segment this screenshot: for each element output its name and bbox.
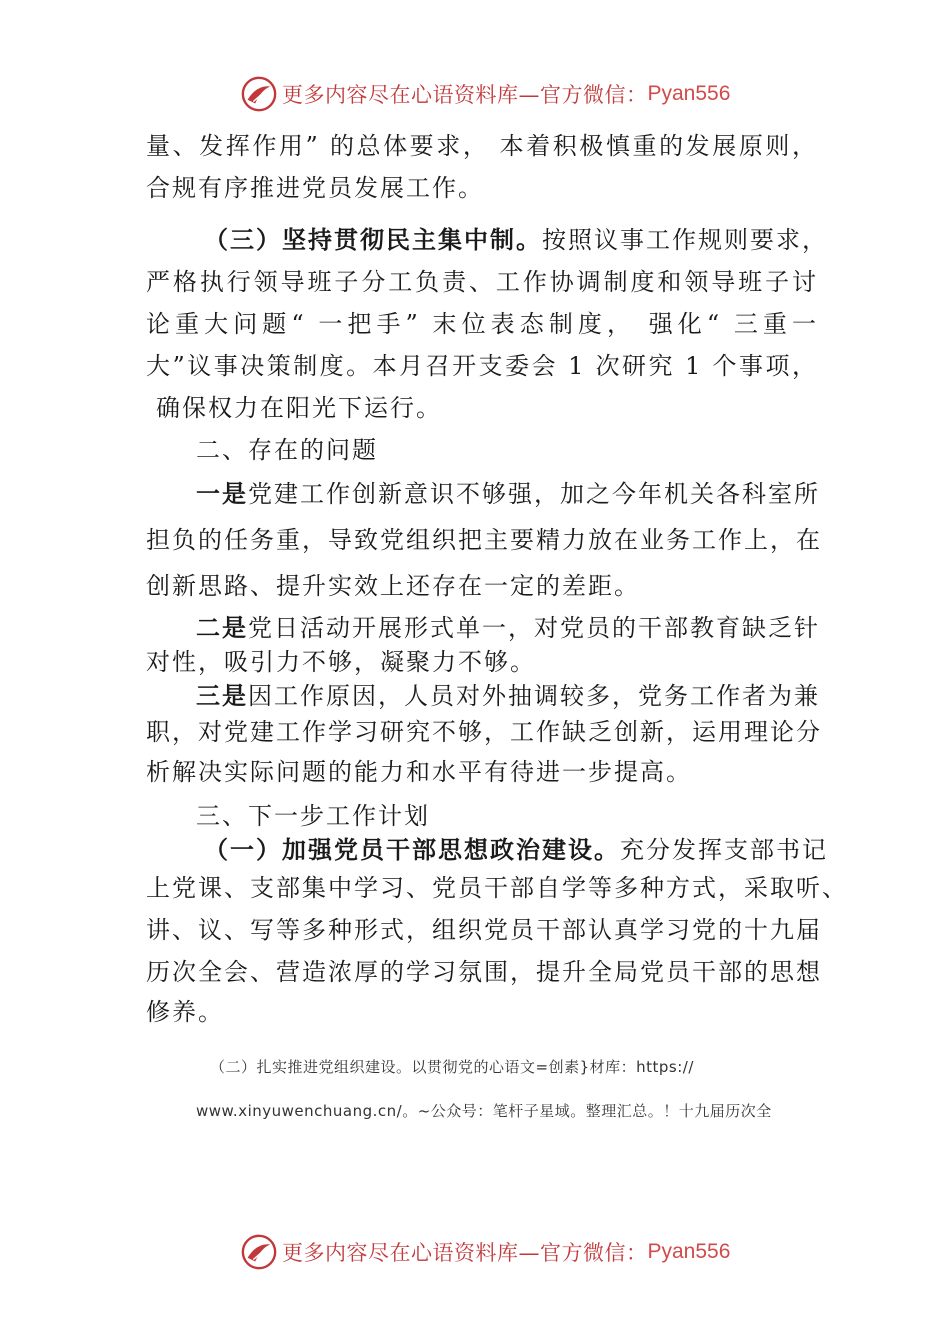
footnote-line: www.xinyuwenchuang.cn/。~公众号：笔杆子星域。整理汇总。！十九届历次全 — [196, 1102, 772, 1120]
text-line: 论重大问题“ 一把手” 末位表态制度， 强化“ 三重一 — [146, 310, 818, 338]
section-heading-plan: 三、下一步工作计划 — [196, 802, 430, 830]
lead-word: 三是 — [196, 682, 248, 710]
text-line: 严格执行领导班子分工负责、工作协调制度和领导班子讨 — [146, 268, 818, 296]
text-line: 修养。 — [146, 998, 224, 1026]
text-line: 职，对党建工作学习研究不够，工作缺乏创新，运用理论分 — [146, 718, 822, 746]
section-heading: （一）加强党员干部思想政治建设。 — [204, 836, 620, 864]
watermark-footer — [240, 1230, 760, 1274]
section-1-heading-line — [204, 834, 828, 866]
text-line: 担负的任务重，导致党组织把主要精力放在业务工作上，在 — [146, 526, 822, 554]
text-span: 充分发挥支部书记 — [620, 836, 828, 864]
section-heading-problems: 二、存在的问题 — [196, 436, 378, 464]
paragraph-line — [196, 478, 820, 510]
lead-word: 二是 — [196, 614, 248, 642]
brand-logo-icon — [240, 1233, 278, 1271]
paragraph-line — [196, 612, 820, 644]
text-line: 合规有序推进党员发展工作。 — [146, 174, 484, 202]
text-span: 党日活动开展形式单一，对党员的干部教育缺乏针 — [248, 614, 820, 642]
text-span: 按照议事工作规则要求， — [542, 226, 828, 254]
text-line: 析解决实际问题的能力和水平有待进一步提高。 — [146, 758, 692, 786]
text-line: 上党课、支部集中学习、党员干部自学等多种方式，采取听、 — [146, 874, 848, 902]
watermark-wechat-id: Pyan556 — [647, 1240, 731, 1263]
text-span: 党建工作创新意识不够强，加之今年机关各科室所 — [248, 480, 820, 508]
text-line: 创新思路、提升实效上还存在一定的差距。 — [146, 572, 640, 600]
watermark-text: 更多内容尽在心语资料库—官方微信： — [282, 83, 648, 107]
watermark-header — [240, 72, 760, 116]
text-line: 确保权力在阳光下运行。 — [156, 394, 442, 422]
text-line: 历次全会、营造浓厚的学习氛围，提升全局党员干部的思想 — [146, 958, 822, 986]
paragraph-line — [196, 680, 820, 712]
footnote-line: （二）扎实推进党组织建设。以贯彻党的心语文=创素}材库：https:// — [210, 1058, 694, 1076]
text-span: 因工作原因，人员对外抽调较多，党务工作者为兼 — [248, 682, 820, 710]
text-line: 量、发挥作用” 的总体要求， 本着积极慎重的发展原则， — [146, 132, 818, 160]
text-line: 大”议事决策制度。本月召开支委会 1 次研究 1 个事项， — [146, 352, 818, 380]
watermark-text: 更多内容尽在心语资料库—官方微信： — [282, 1241, 648, 1265]
section-3-heading-line — [204, 224, 828, 256]
watermark-wechat-id: Pyan556 — [647, 82, 731, 105]
text-line: 讲、议、写等多种形式，组织党员干部认真学习党的十九届 — [146, 916, 822, 944]
section-heading: （三）坚持贯彻民主集中制。 — [204, 226, 542, 254]
text-line: 对性，吸引力不够，凝聚力不够。 — [146, 648, 536, 676]
lead-word: 一是 — [196, 480, 248, 508]
brand-logo-icon — [240, 75, 278, 113]
